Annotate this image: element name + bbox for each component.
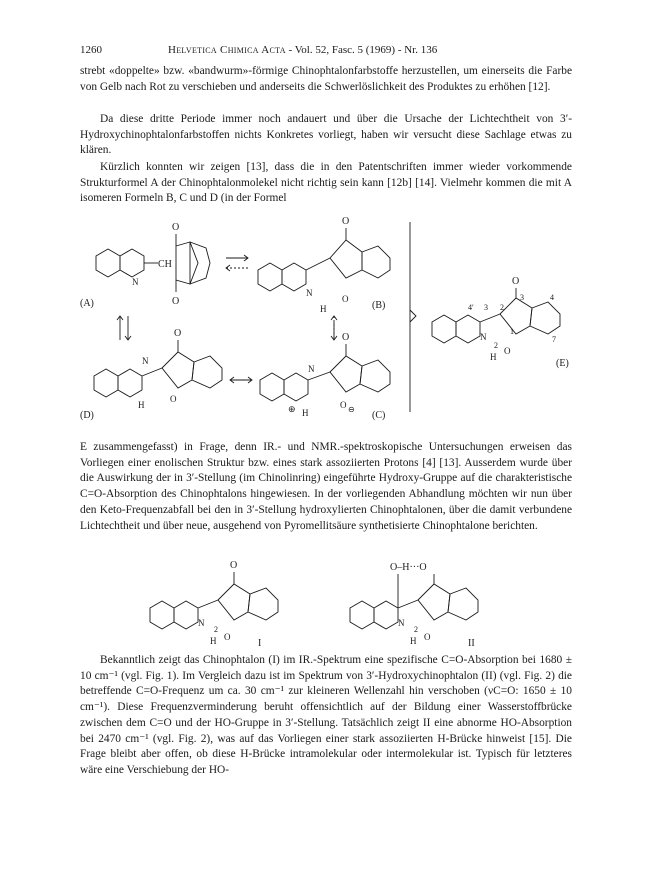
label-d: (D) xyxy=(80,410,94,421)
svg-text:O: O xyxy=(342,216,350,227)
svg-text:O: O xyxy=(170,394,177,404)
svg-text:O: O xyxy=(340,400,347,410)
paragraph-5: Bekanntlich zeigt das Chinophtalon (I) im IR.-Spektrum eine spezifische C=O-Absorption bei 1680 ± 10 cm⁻¹ (vgl. Fig. 1). Im Vergleich dazu ist im Spektrum von 3′-Hydroxychinophtalon (II) (vgl. Fig. 2) die betreffende C=O-Frequenz um ca. 30 cm⁻¹ zur kleineren Wellenzahl hin verschoben (νC=O: 1650 ± 10 cm⁻¹). Diese Frequenzverminderung beruht offensichtlich auf der Bildung einer Wasserstoffbrücke zwischen dem C=O und der HO-Gruppe in 3′-Stellung. Tatsächlich zeigt II eine abnorme HO-Absorption bei 2470 cm⁻¹ (vgl. Fig. 2), was auf das Vorliegen einer stark assoziierten H-Brücke hinweist [15]. Die Frage bleibt aber offen, ob diese H-Brücke intramolekular oder intermolekular ist. Typisch für letzteres wäre eine Verschiebung der HO- xyxy=(80,654,572,776)
svg-text:O: O xyxy=(424,632,431,642)
isomer-scheme xyxy=(80,212,572,440)
label-a: (A) xyxy=(80,298,94,309)
svg-text:N: N xyxy=(198,618,205,628)
svg-text:N: N xyxy=(398,618,405,628)
svg-text:O: O xyxy=(504,346,511,356)
svg-text:H: H xyxy=(320,304,327,314)
label-e: (E) xyxy=(556,358,569,369)
svg-text:2: 2 xyxy=(500,303,504,312)
svg-text:⊕: ⊕ xyxy=(288,404,296,414)
svg-text:H: H xyxy=(302,408,309,418)
n-label-a: N xyxy=(132,277,139,287)
svg-text:O: O xyxy=(174,328,182,339)
label-ii: II xyxy=(468,638,475,649)
compound-scheme xyxy=(140,558,510,650)
svg-text:2: 2 xyxy=(214,625,218,634)
label-c: (C) xyxy=(372,410,386,421)
svg-text:3: 3 xyxy=(484,303,488,312)
structure-b xyxy=(258,216,390,314)
svg-text:O: O xyxy=(172,296,180,307)
svg-text:N: N xyxy=(142,356,149,366)
svg-text:2: 2 xyxy=(414,625,418,634)
svg-text:N: N xyxy=(306,288,313,298)
page-number: 1260 xyxy=(80,44,102,56)
svg-text:2: 2 xyxy=(494,341,498,350)
svg-text:O: O xyxy=(342,294,349,304)
structure-e xyxy=(432,276,569,369)
svg-text:O: O xyxy=(224,632,231,642)
label-b: (B) xyxy=(372,300,386,311)
paragraph-2: Da diese dritte Periode immer noch andauert und über die Ursache der Lichtechtheit von 3′-Hydroxychinophtalonfarbstoffen nichts Konkretes vorliegt, haben wir versucht diese Sachlage etwas zu klären. xyxy=(80,113,572,157)
structure-a xyxy=(80,222,210,309)
svg-text:N: N xyxy=(308,364,315,374)
h-bridge-label: O–H···O xyxy=(390,562,427,573)
svg-text:O: O xyxy=(172,222,180,233)
svg-text:H: H xyxy=(410,636,417,646)
journal-title: Helvetica Chimica Acta - Vol. 52, Fasc. 5 (1969) - Nr. 136 xyxy=(168,44,438,56)
structure-c xyxy=(260,332,390,421)
paragraph-1: strebt «doppelte» bzw. «bandwurm»-förmige Chinophtalonfarbstoffe herzustellen, um einerseits die Farbe von Gelb nach Rot zu verschieben und anderseits die Schwerlöslichkeit des Produktes zu erhöhen [12]. xyxy=(80,65,572,93)
svg-text:O: O xyxy=(512,276,520,287)
ch-label: CH xyxy=(158,259,172,270)
svg-text:⊖: ⊖ xyxy=(348,405,355,414)
svg-text:4′: 4′ xyxy=(468,303,474,312)
svg-text:7: 7 xyxy=(552,335,556,344)
compound-i xyxy=(150,560,278,649)
svg-text:H: H xyxy=(490,352,497,362)
paragraph-4: E zusammengefasst) in Frage, denn IR.- und NMR.-spektroskopische Untersuchungen erweisen das Vorliegen einer enolischen Struktur bzw. eines stark assoziierten Protons [4] [13]. Ausserdem wurde über die Auswirkung der in 3′-Stellung (im Chinolinring) eingeführte Hydroxy-Gruppe auf die charakteristische C=O-Absorption des Chinophtalons hingewiesen. In der vorliegenden Abhandlung möchten wir nun über den Keto-Frequenzabfall bei den in 3′-Stellung hydroxylierten Chinophtalonen, über die damit verbundene Lichtechtheit und über neue, ausgehend von Pyromellitsäure synthetisierte Chinophtalone berichten. xyxy=(80,441,572,532)
svg-text:O: O xyxy=(342,332,350,343)
svg-text:N: N xyxy=(480,332,487,342)
compound-ii xyxy=(350,562,478,649)
svg-text:H: H xyxy=(138,400,145,410)
paragraph-3: Kürzlich konnten wir zeigen [13], dass die in den Patentschriften immer wieder vorkommende Strukturformel A der Chinophtalonmolekel nicht richtig sein kann [12b] [14]. Vielmehr kommen die mit A isomeren Formeln B, C und D (in der Formel xyxy=(80,161,572,205)
svg-text:H: H xyxy=(210,636,217,646)
svg-text:1: 1 xyxy=(510,327,514,336)
svg-text:3: 3 xyxy=(520,293,524,302)
label-i: I xyxy=(258,638,262,649)
svg-text:O: O xyxy=(230,560,238,571)
structure-d xyxy=(80,328,222,421)
svg-text:4: 4 xyxy=(550,293,554,302)
